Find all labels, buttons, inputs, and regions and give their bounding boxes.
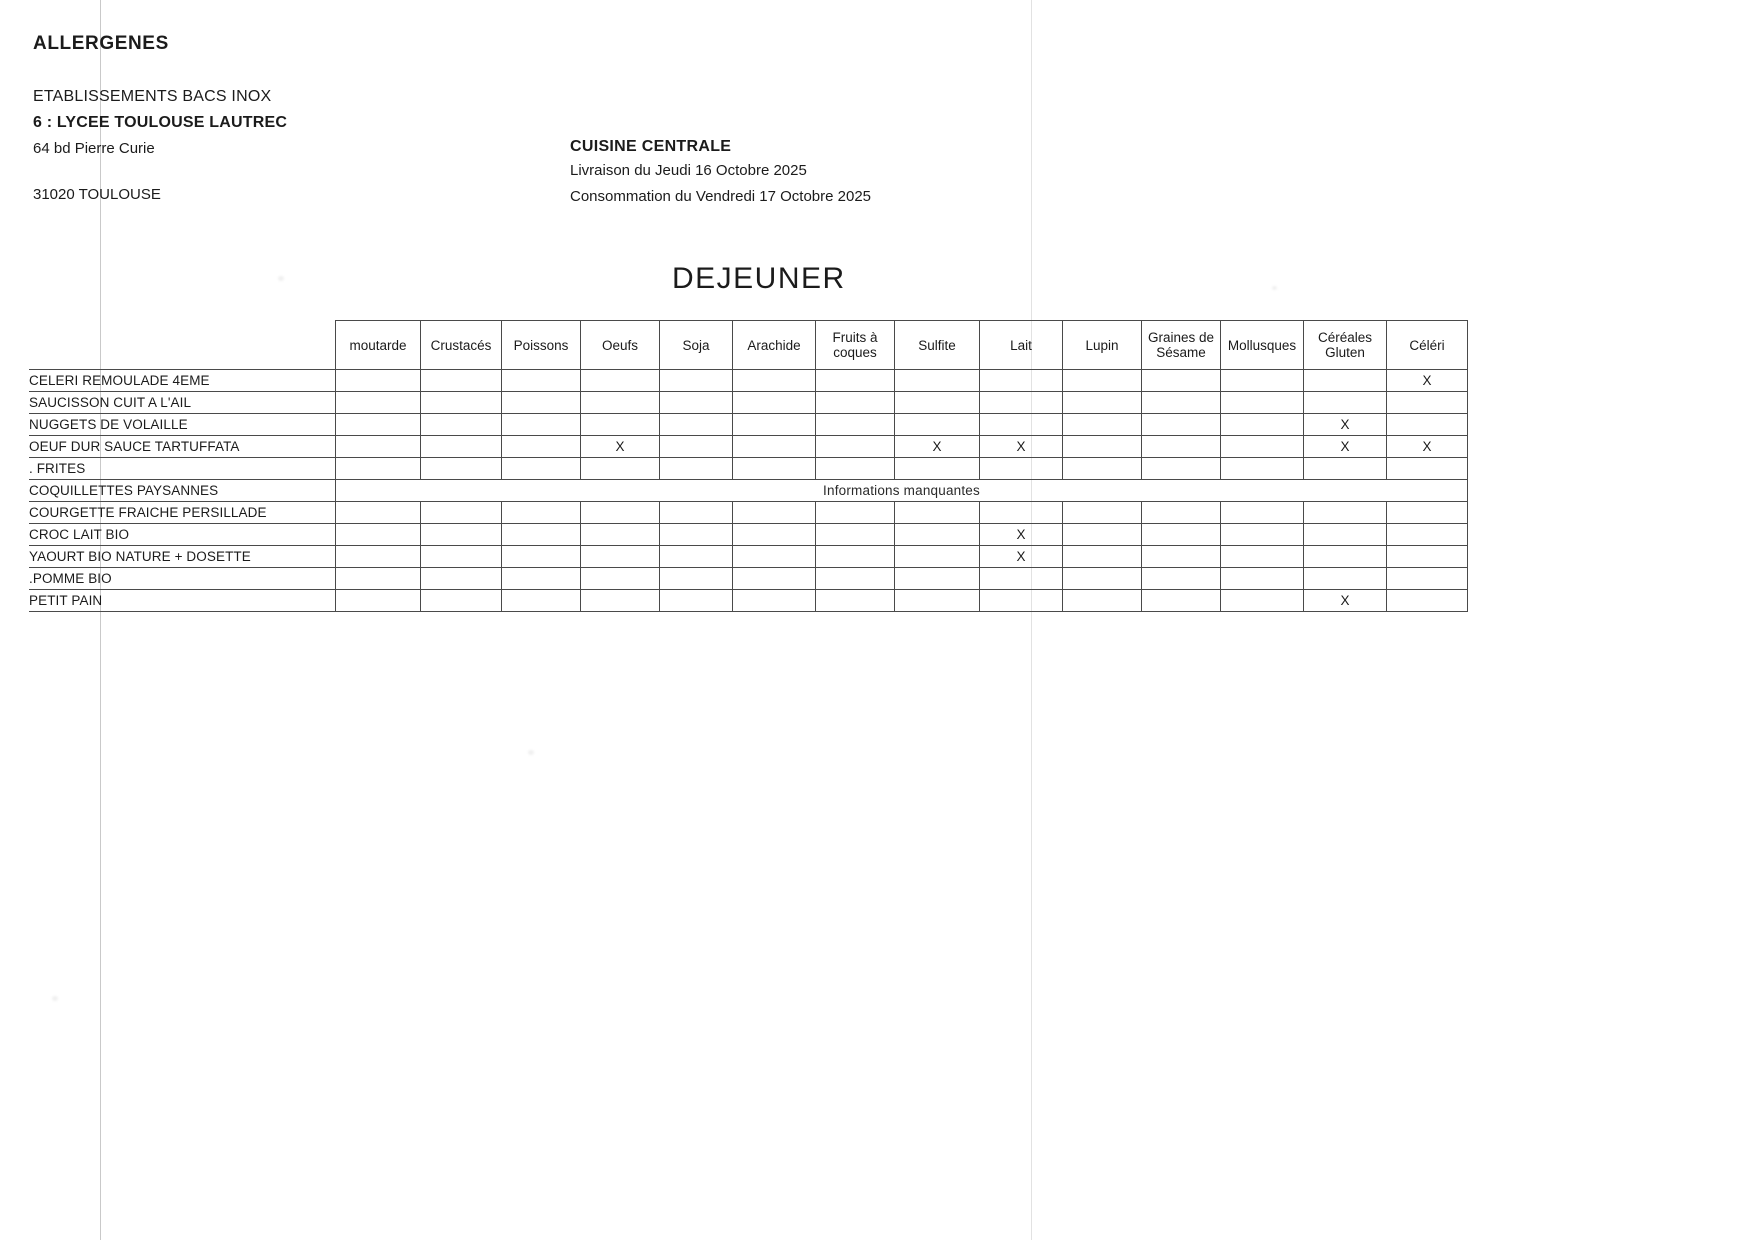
dish-name: PETIT PAIN [29,590,336,612]
allergen-cell [816,568,895,590]
allergen-cell: X [1387,370,1468,392]
allergen-cell [581,502,660,524]
allergen-cell [980,370,1063,392]
allergen-cell [733,524,816,546]
allergen-cell [1221,524,1304,546]
allergen-cell [1063,546,1142,568]
allergen-cell [336,524,421,546]
table-row [29,524,1468,546]
allergen-cell: X [1387,436,1468,458]
allergen-cell [660,546,733,568]
allergen-cell [581,546,660,568]
allergen-cell [1063,590,1142,612]
allergen-cell [733,370,816,392]
table-row [29,436,1468,458]
allergen-cell [1304,546,1387,568]
scan-speck [528,750,534,755]
allergen-cell [816,590,895,612]
allergen-cell [1142,546,1221,568]
allergen-cell [816,414,895,436]
corner-cell [29,321,336,370]
allergen-cell [336,590,421,612]
allergen-cell [421,414,502,436]
allergen-cell [816,370,895,392]
allergen-cell [733,502,816,524]
allergen-table [29,320,1468,612]
allergen-cell [1142,524,1221,546]
allergen-cell [1142,414,1221,436]
scan-fold-right [1031,0,1032,1240]
allergen-cell [895,414,980,436]
consumption-date: Consommation du Vendredi 17 Octobre 2025 [570,188,872,205]
column-header-oeufs: Oeufs [581,321,660,370]
allergen-cell [1142,370,1221,392]
column-header-mollusques: Mollusques [1221,321,1304,370]
scan-speck [52,996,58,1001]
allergen-cell [1387,568,1468,590]
scan-speck [278,276,284,281]
establishment-label: ETABLISSEMENTS BACS INOX [33,88,272,105]
allergen-cell [1304,502,1387,524]
allergen-cell [895,590,980,612]
allergen-cell: X [980,436,1063,458]
allergen-cell [1142,392,1221,414]
allergen-cell [660,524,733,546]
table-row [29,392,1468,414]
allergen-cell [1387,546,1468,568]
allergen-cell [1304,568,1387,590]
column-header-cereales-gluten: Céréales Gluten [1304,321,1387,370]
allergen-cell [816,458,895,480]
allergen-cell: X [1304,414,1387,436]
allergen-cell [895,370,980,392]
allergen-cell [660,568,733,590]
allergen-cell [733,392,816,414]
column-header-poissons: Poissons [502,321,581,370]
allergen-cell [581,370,660,392]
address-line-2: 31020 TOULOUSE [33,186,161,203]
allergen-cell [895,546,980,568]
page-title: ALLERGENES [33,33,169,54]
allergen-cell [1063,392,1142,414]
allergen-cell [980,502,1063,524]
allergen-cell [660,392,733,414]
allergen-cell [895,392,980,414]
allergen-cell [660,458,733,480]
table-body [29,370,1468,612]
allergen-cell [895,502,980,524]
dish-name: NUGGETS DE VOLAILLE [29,414,336,436]
allergen-cell [1221,590,1304,612]
allergen-cell: X [1304,436,1387,458]
allergen-cell [816,524,895,546]
allergen-cell [336,392,421,414]
allergen-cell [660,436,733,458]
allergen-cell [895,568,980,590]
allergen-cell [1304,524,1387,546]
column-header-moutarde: moutarde [336,321,421,370]
allergen-cell [1142,590,1221,612]
allergen-cell [733,590,816,612]
allergen-cell [660,502,733,524]
allergen-cell: X [1304,590,1387,612]
allergen-cell [502,414,581,436]
column-header-soja: Soja [660,321,733,370]
allergen-cell [733,436,816,458]
table-row [29,414,1468,436]
scan-speck [1272,286,1277,290]
column-header-arachide: Arachide [733,321,816,370]
allergen-cell [1142,458,1221,480]
allergen-cell [502,502,581,524]
allergen-cell [660,414,733,436]
allergen-cell [502,524,581,546]
allergen-cell [816,546,895,568]
allergen-cell [1221,414,1304,436]
dish-name: CROC LAIT BIO [29,524,336,546]
allergen-cell [1142,502,1221,524]
allergen-cell [980,392,1063,414]
column-header-fruits-a-coques: Fruits à coques [816,321,895,370]
allergen-cell [336,414,421,436]
allergen-cell [336,502,421,524]
column-header-crustaces: Crustacés [421,321,502,370]
allergen-cell [1063,458,1142,480]
allergen-cell [1221,370,1304,392]
allergen-cell [336,370,421,392]
allergen-cell [1221,502,1304,524]
column-header-lait: Lait [980,321,1063,370]
allergen-cell [581,414,660,436]
allergen-cell [502,458,581,480]
allergen-cell [1387,414,1468,436]
column-header-lupin: Lupin [1063,321,1142,370]
allergen-cell [980,414,1063,436]
allergen-cell [1387,392,1468,414]
allergen-cell [1142,436,1221,458]
dish-name: COQUILLETTES PAYSANNES [29,480,336,502]
table-row [29,546,1468,568]
dish-name: . FRITES [29,458,336,480]
allergen-cell [980,568,1063,590]
allergen-cell [502,370,581,392]
allergen-cell [1387,502,1468,524]
allergen-cell [980,458,1063,480]
allergen-cell [816,392,895,414]
allergen-cell [421,524,502,546]
kitchen-title: CUISINE CENTRALE [570,138,732,155]
establishment-name: 6 : LYCEE TOULOUSE LAUTREC [33,114,288,131]
allergen-cell [421,568,502,590]
allergen-cell [1387,458,1468,480]
allergen-cell [502,590,581,612]
allergen-cell [816,436,895,458]
column-header-graines-de-sesame: Graines de Sésame [1142,321,1221,370]
allergen-cell [336,436,421,458]
allergen-cell [1221,458,1304,480]
allergen-cell [1221,568,1304,590]
allergen-cell [1063,370,1142,392]
allergen-cell [660,370,733,392]
allergen-cell [1387,524,1468,546]
allergen-cell [421,392,502,414]
allergen-cell [421,502,502,524]
allergen-cell [421,546,502,568]
allergen-cell [1063,436,1142,458]
allergen-cell [1063,568,1142,590]
missing-info-note: Informations manquantes [336,480,1468,502]
dish-name: COURGETTE FRAICHE PERSILLADE [29,502,336,524]
allergen-cell [733,568,816,590]
allergen-cell [421,590,502,612]
allergen-cell: X [895,436,980,458]
allergen-cell [733,458,816,480]
allergen-cell [421,436,502,458]
allergen-cell [1221,546,1304,568]
table-row-missing-info [29,480,1468,502]
allergen-cell [1063,414,1142,436]
allergen-cell: X [980,546,1063,568]
allergen-cell [502,436,581,458]
allergen-cell [502,568,581,590]
allergen-cell [733,414,816,436]
allergen-cell [336,568,421,590]
table-row [29,568,1468,590]
allergen-cell [1304,458,1387,480]
allergen-cell [421,370,502,392]
allergen-cell [1387,590,1468,612]
dish-name: YAOURT BIO NATURE + DOSETTE [29,546,336,568]
allergen-cell: X [980,524,1063,546]
dish-name: CELERI REMOULADE 4EME [29,370,336,392]
allergen-cell [1304,392,1387,414]
allergen-cell [581,458,660,480]
allergen-cell [1221,436,1304,458]
table-row [29,590,1468,612]
allergen-cell [733,546,816,568]
column-header-celeri: Céléri [1387,321,1468,370]
meal-title: DEJEUNER [672,262,846,295]
allergen-cell [1304,370,1387,392]
allergen-cell [336,458,421,480]
allergen-cell [1063,524,1142,546]
allergen-cell [581,590,660,612]
allergen-cell [1063,502,1142,524]
allergen-cell: X [581,436,660,458]
allergen-cell [1221,392,1304,414]
allergen-cell [336,546,421,568]
table-row [29,502,1468,524]
dish-name: SAUCISSON CUIT A L'AIL [29,392,336,414]
allergen-cell [660,590,733,612]
table-row [29,458,1468,480]
dish-name: .POMME BIO [29,568,336,590]
allergen-cell [895,458,980,480]
address-line-1: 64 bd Pierre Curie [33,140,155,157]
delivery-date: Livraison du Jeudi 16 Octobre 2025 [570,162,807,179]
allergen-cell [816,502,895,524]
allergen-cell [421,458,502,480]
allergen-cell [980,590,1063,612]
table-row [29,370,1468,392]
allergen-cell [502,546,581,568]
table-header-row [29,321,1468,370]
allergen-cell [581,524,660,546]
dish-name: OEUF DUR SAUCE TARTUFFATA [29,436,336,458]
column-header-sulfite: Sulfite [895,321,980,370]
allergen-cell [581,568,660,590]
allergen-cell [895,524,980,546]
allergen-cell [581,392,660,414]
allergen-cell [1142,568,1221,590]
allergen-cell [502,392,581,414]
